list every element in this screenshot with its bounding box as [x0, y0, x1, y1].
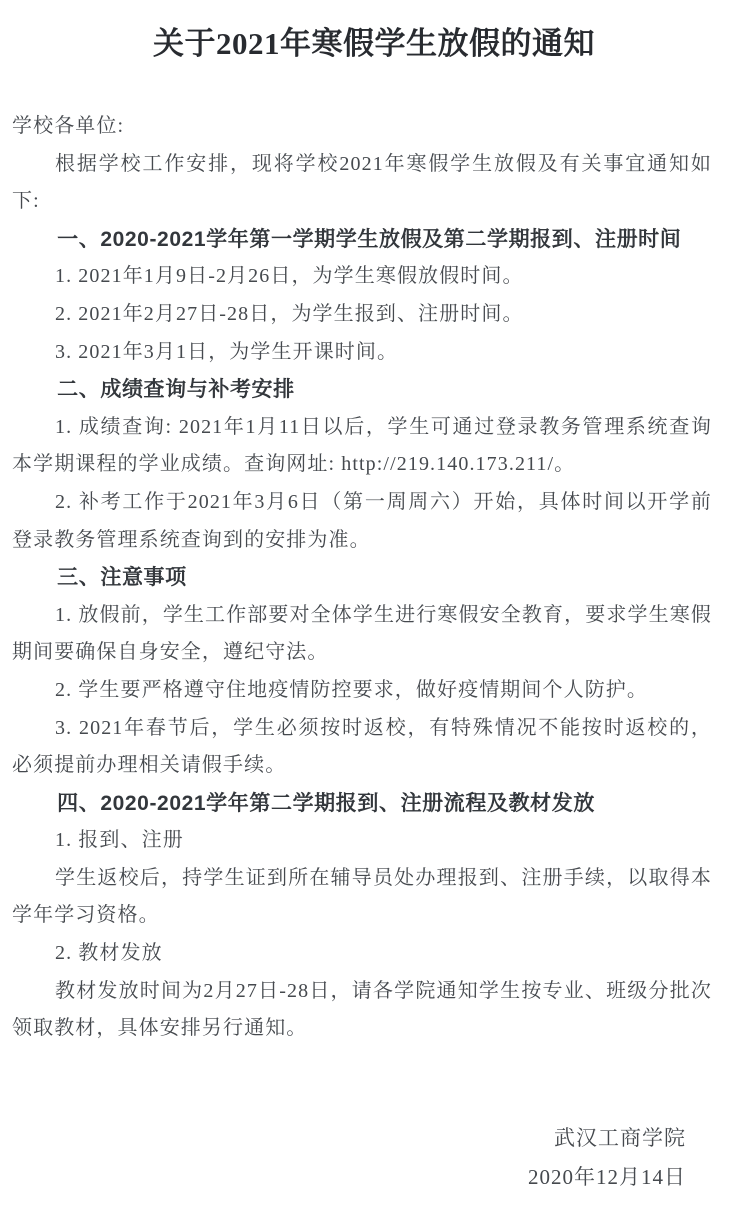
section-2-heading: 二、成绩查询与补考安排: [57, 378, 295, 402]
signature-block: [0, 1119, 748, 1197]
section-4-item-1: 1. 报到、注册: [55, 829, 184, 852]
section-4-paragraph-1: 学生返校后，持学生证到所在辅导员处办理报到、注册手续，以取得本学年学习资格。: [12, 866, 712, 927]
salutation: 学校各单位:: [12, 115, 125, 137]
section-1-item-3: 3. 2021年3月1日，为学生开课时间。: [55, 340, 399, 363]
section-3-item-3: 3. 2021年春节后，学生必须按时返校，有特殊情况不能按时返校的，必须提前办理相关请假手续。: [12, 716, 712, 777]
section-1-item-1: 1. 2021年1月9日-2月26日，为学生寒假放假时间。: [55, 265, 524, 288]
section-4-item-2: 2. 教材发放: [55, 942, 163, 965]
signature-org: 武汉工商学院: [554, 1125, 686, 1150]
section-4-paragraph-2: 教材发放时间为2月27日-28日，请各学院通知学生按专业、班级分批次领取教材，具体安排另行通知。: [12, 979, 712, 1040]
section-3-item-2: 2. 学生要严格遵守住地疫情防控要求，做好疫情期间个人防护。: [55, 678, 648, 701]
notice-body: [0, 108, 748, 1048]
section-2-item-2: 2. 补考工作于2021年3月6日（第一周周六）开始，具体时间以开学前登录教务管理系统查询到的安排为准。: [12, 490, 712, 551]
section-4-heading: 四、2020-2021学年第二学期报到、注册流程及教材发放: [57, 791, 595, 815]
section-3-item-1: 1. 放假前，学生工作部要对全体学生进行寒假安全教育，要求学生寒假期间要确保自身安全，遵纪守法。: [12, 603, 712, 664]
section-2-item-1: 1. 成绩查询: 2021年1月11日以后，学生可通过登录教务管理系统查询本学期课程的学业成绩。查询网址: http://219.140.173.211/。: [12, 415, 712, 476]
section-3-heading: 三、注意事项: [57, 566, 187, 590]
section-1-item-2: 2. 2021年2月27日-28日，为学生报到、注册时间。: [55, 302, 524, 325]
section-1-heading: 一、2020-2021学年第一学期学生放假及第二学期报到、注册时间: [57, 227, 682, 251]
notice-title: 关于2021年寒假学生放假的通知: [153, 26, 595, 61]
signature-date: 2020年12月14日: [528, 1164, 686, 1189]
intro-paragraph: 根据学校工作安排，现将学校2021年寒假学生放假及有关事宜通知如下:: [12, 152, 712, 213]
